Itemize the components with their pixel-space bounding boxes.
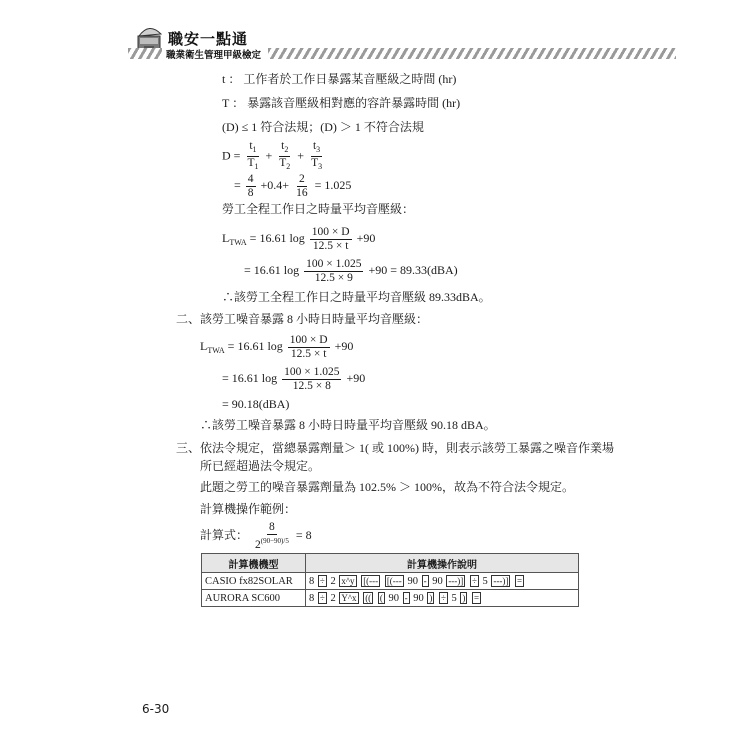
f1-den: T (247, 157, 255, 169)
f2-num: t (281, 140, 285, 152)
section3-line2: 所已經超過法令規定。 (200, 459, 321, 473)
col-header-model: 計算機機型 (202, 554, 306, 573)
calc-key: ÷ (319, 576, 325, 586)
calc-key: ÷ (471, 576, 477, 586)
calc-key: ) (429, 593, 433, 603)
section2-ltwa-eq2 (222, 362, 365, 394)
eq2-result: = 1.025 (314, 178, 352, 192)
s2-l1-post: +90 (334, 339, 354, 353)
s1-l2-num: 100 × 1.025 (306, 257, 362, 270)
def-T: T ： 暴露該音壓級相對應的容許暴露時間 (hr) (222, 96, 461, 110)
calc-key: = (474, 593, 480, 603)
section2-heading: 二、該勞工噪音暴露 8 小時日時量平均音壓級： (176, 312, 429, 326)
s1-l2-fraction (304, 258, 363, 285)
calc-key: ---)] (448, 576, 464, 586)
header-stripe-left (128, 48, 162, 59)
key-text: 90 (388, 593, 399, 604)
s1-l1-fraction (310, 226, 352, 253)
key-text: 2 (330, 593, 336, 604)
s1-l2-pre: = 16.61 log (244, 263, 300, 277)
calc-key: ---)] (493, 576, 509, 586)
calc-result: = 8 (295, 528, 312, 542)
eq2-mid: +0.4+ (260, 178, 290, 192)
cell-model: AURORA SC600 (202, 590, 306, 607)
fraction-t1-T1 (245, 140, 260, 173)
fraction-2-16 (294, 173, 310, 200)
fraction-t3-T3 (309, 140, 324, 173)
fa-den: 8 (247, 186, 254, 199)
fraction-t2-T2 (277, 140, 292, 173)
fb-num: 2 (298, 172, 305, 185)
brand-subtitle: 職業衛生管理甲級檢定 (166, 50, 262, 61)
section3-line3: 此題之勞工的噪音暴露劑量為 102.5% ＞ 100%，故為不符合法令規定。 (200, 480, 574, 494)
key-text: 90 (407, 576, 418, 587)
ltwa-sub: TWA (229, 238, 247, 247)
s2-l2-den: 12.5 × 8 (292, 379, 331, 392)
s2-l1-den: 12.5 × t (290, 347, 327, 360)
key-text: 5 (482, 576, 488, 587)
s1-l1-den: 12.5 × t (312, 239, 349, 252)
key-text: 2 (330, 576, 336, 587)
s2-l1-pre: = 16.61 log (227, 339, 283, 353)
section1-heading: 勞工全程工作日之時量平均音壓級： (222, 202, 415, 216)
calc-key: ÷ (440, 593, 446, 603)
f1-dsub: 1 (254, 162, 259, 171)
plus-sign: + (265, 148, 273, 163)
key-text: 8 (309, 576, 315, 587)
calculator-table (201, 553, 579, 607)
table-header-row (202, 554, 579, 573)
def-t: t ： 工作者於工作日暴露某音壓級之時間 (hr) (222, 72, 457, 86)
s2-l2-fraction (282, 366, 341, 393)
calc-key: (( (365, 593, 372, 603)
calc-heading: 計算機操作範例： (200, 502, 297, 516)
ltwa-L: L (222, 231, 230, 245)
f2-nsub: 2 (284, 145, 289, 154)
key-text: 90 (432, 576, 443, 587)
s2-l2-pre: = 16.61 log (222, 371, 278, 385)
calc-key: Y^x (341, 593, 357, 603)
header-stripe (268, 48, 676, 59)
fa-num: 4 (247, 172, 254, 185)
fraction-4-8 (246, 173, 256, 200)
f1-nsub: 1 (252, 145, 257, 154)
f2-den: T (279, 157, 287, 169)
col-header-ops: 計算機操作說明 (306, 554, 579, 573)
calc-key: - (404, 593, 408, 603)
f3-num: t (312, 140, 317, 152)
plus-sign: + (297, 148, 305, 163)
s1-l2-post: +90 = 89.33(dBA) (368, 263, 458, 277)
cell-model: CASIO fx82SOLAR (202, 573, 306, 590)
section1-ltwa-eq2 (244, 254, 458, 286)
table-row (202, 590, 579, 607)
calc-label: 計算式： (200, 528, 249, 542)
calc-key: ( (379, 593, 383, 603)
f3-nsub: 3 (316, 145, 321, 154)
s1-l1-post: +90 (356, 231, 376, 245)
rule-text: (D) ≤ 1 符合法規；(D) ＞ 1 不符合法規 (222, 120, 424, 134)
calc-key: = (517, 576, 523, 586)
fb-den: 16 (296, 186, 308, 199)
s2-l1-num: 100 × D (289, 333, 328, 346)
page-number: 6-30 (142, 702, 170, 716)
f1-num: t (249, 140, 253, 152)
f3-den: T (311, 157, 319, 169)
key-text: 8 (309, 593, 315, 604)
calc-den: 2 (255, 538, 261, 551)
calc-key: - (423, 576, 427, 586)
calc-key: [(--- (363, 576, 379, 586)
table-row (202, 573, 579, 590)
section1-conclusion: ∴該勞工全程工作日之時量平均音壓級 89.33dBA。 (222, 290, 491, 304)
f3-dsub: 3 (318, 162, 323, 171)
calc-key: x^y (341, 576, 355, 586)
key-text: 90 (413, 593, 424, 604)
cell-keys (306, 590, 579, 607)
key-text: 5 (451, 593, 457, 604)
calc-exp: (90−90)/5 (260, 536, 289, 545)
section2-conclusion: ∴該勞工噪音暴露 8 小時日時量平均音壓級 90.18 dBA。 (200, 418, 496, 432)
calc-num: 8 (269, 520, 275, 533)
calc-formula (200, 520, 312, 552)
ltwa-L: L (200, 339, 208, 353)
calc-key: ÷ (319, 593, 325, 603)
calc-key: [(--- (386, 576, 402, 586)
f2-dsub: 2 (286, 162, 291, 171)
brand-title: 職安一點通 (168, 30, 249, 48)
eq2-equals: = (234, 178, 241, 192)
cell-keys (306, 573, 579, 590)
eq1-lhs: D = (222, 148, 241, 163)
s1-l1-pre: = 16.61 log (249, 231, 305, 245)
s1-l2-den: 12.5 × 9 (314, 271, 353, 284)
section3-line1: 三、依法令規定，當總暴露劑量＞ 1( 或 100%) 時，則表示該勞工暴露之噪音作業場 (176, 441, 614, 455)
s2-l2-num: 100 × 1.025 (284, 365, 340, 378)
section2-result: = 90.18(dBA) (222, 397, 290, 411)
s2-l2-post: +90 (346, 371, 366, 385)
calc-fraction (253, 521, 291, 552)
equation-dose-values (234, 170, 351, 200)
ltwa-sub: TWA (207, 346, 225, 355)
page-header (0, 20, 750, 68)
equation-dose (222, 140, 326, 173)
calc-key: ) (462, 593, 466, 603)
s2-l1-fraction (288, 334, 330, 361)
s1-l1-num: 100 × D (311, 225, 350, 238)
